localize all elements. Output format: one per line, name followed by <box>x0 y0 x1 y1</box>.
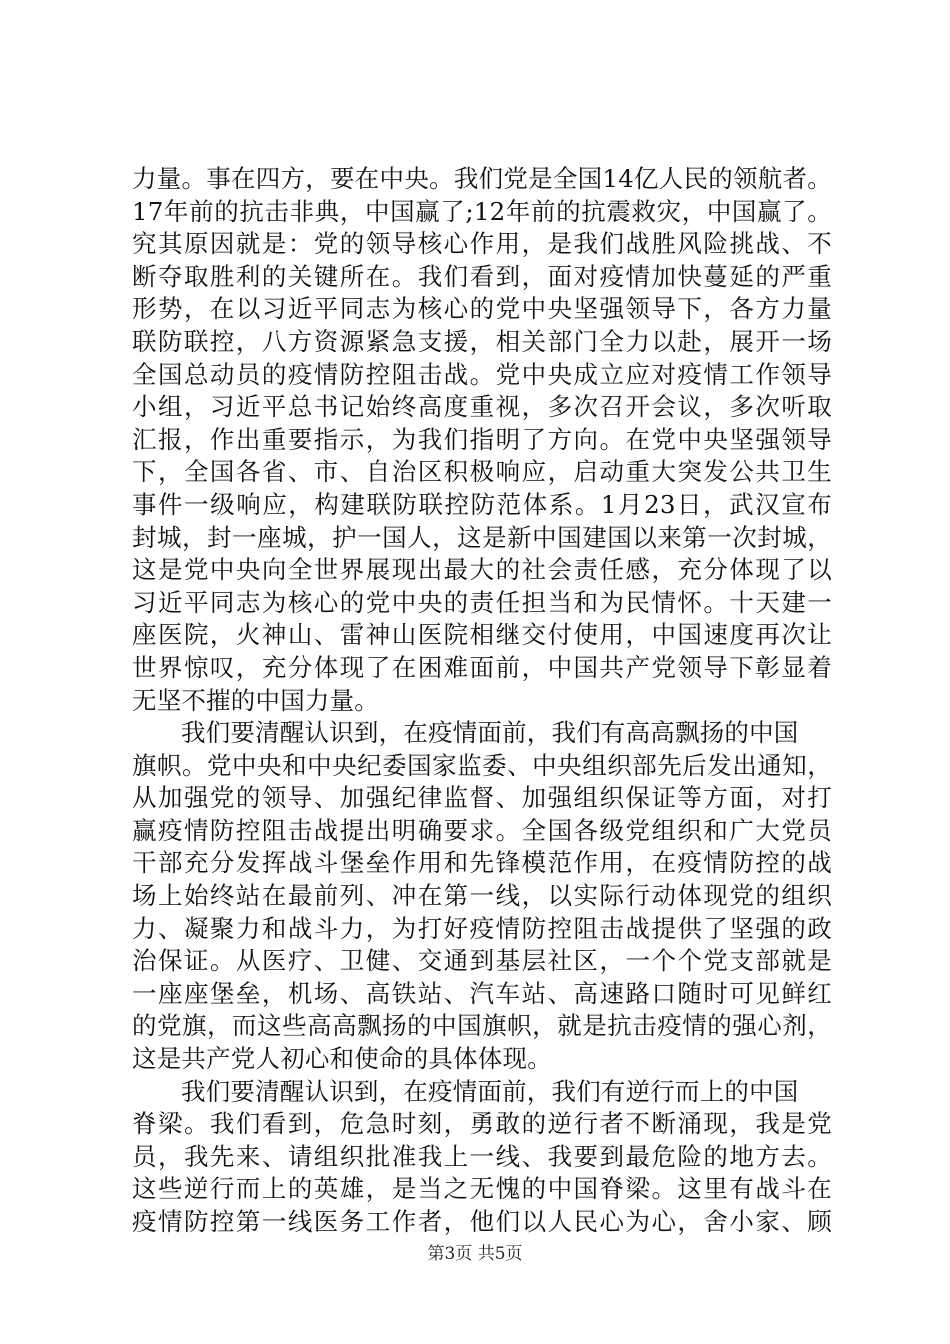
text-line: 封城，封一座城，护一国人，这是新中国建国以来第一次封城， <box>132 522 832 552</box>
text-line: 赢疫情防控阻击战提出明确要求。全国各级党组织和广大党员 <box>132 815 832 845</box>
text-line: 全国总动员的疫情防控阻击战。党中央成立应对疫情工作领导 <box>132 359 832 389</box>
text-line: 汇报，作出重要指示，为我们指明了方向。在党中央坚强领导 <box>132 424 832 454</box>
text-line: 干部充分发挥战斗堡垒作用和先锋模范作用，在疫情防控的战 <box>132 848 832 878</box>
text-line: 这些逆行而上的英雄，是当之无愧的中国脊梁。这里有战斗在 <box>132 1174 832 1204</box>
text-line: 旗帜。党中央和中央纪委国家监委、中央组织部先后发出通知， <box>132 750 832 780</box>
text-line: 事件一级响应，构建联防联控防范体系。1月23日，武汉宣布 <box>132 489 832 519</box>
text-line: 力量。事在四方，要在中央。我们党是全国14亿人民的领航者。 <box>132 164 832 193</box>
text-line: 这是党中央向全世界展现出最大的社会责任感，充分体现了以 <box>132 555 832 585</box>
text-line: 座医院，火神山、雷神山医院相继交付使用，中国速度再次让 <box>132 620 832 650</box>
text-line: 我们要清醒认识到，在疫情面前，我们有高高飘扬的中国 <box>181 718 799 748</box>
text-line: 断夺取胜利的关键所在。我们看到，面对疫情加快蔓延的严重 <box>132 261 832 291</box>
text-line: 的党旗，而这些高高飘扬的中国旗帜，就是抗击疫情的强心剂， <box>132 1011 832 1041</box>
text-line: 世界惊叹，充分体现了在困难面前，中国共产党领导下彰显着 <box>132 652 832 682</box>
text-line: 员，我先来、请组织批准我上一线、我要到最危险的地方去。 <box>132 1141 832 1171</box>
text-line: 这是共产党人初心和使命的具体体现。 <box>132 1044 552 1074</box>
body-text <box>132 163 832 1239</box>
text-line: 脊梁。我们看到，危急时刻，勇敢的逆行者不断涌现，我是党 <box>132 1109 832 1139</box>
text-line: 疫情防控第一线医务工作者，他们以人民心为心，舍小家、顾 <box>132 1207 832 1236</box>
text-line: 究其原因就是：党的领导核心作用，是我们战胜风险挑战、不 <box>132 229 832 259</box>
text-line: 场上始终站在最前列、冲在第一线，以实际行动体现党的组织 <box>132 881 832 911</box>
text-line: 从加强党的领导、加强纪律监督、加强组织保证等方面，对打 <box>132 783 832 813</box>
text-line: 习近平同志为核心的党中央的责任担当和为民情怀。十天建一 <box>132 587 832 617</box>
text-line: 形势，在以习近平同志为核心的党中央坚强领导下，各方力量 <box>132 294 832 324</box>
text-line: 17年前的抗击非典，中国赢了;12年前的抗震救灾，中国赢了。 <box>132 196 832 226</box>
text-line: 联防联控，八方资源紧急支援，相关部门全力以赴，展开一场 <box>132 326 832 356</box>
text-line: 无坚不摧的中国力量。 <box>132 685 379 715</box>
text-line: 小组，习近平总书记始终高度重视，多次召开会议，多次听取 <box>132 392 832 422</box>
text-line: 下，全国各省、市、自治区积极响应，启动重大突发公共卫生 <box>132 457 832 487</box>
text-line: 我们要清醒认识到，在疫情面前，我们有逆行而上的中国 <box>181 1076 799 1106</box>
text-line: 治保证。从医疗、卫健、交通到基层社区，一个个党支部就是 <box>132 946 832 976</box>
text-line: 一座座堡垒，机场、高铁站、汽车站、高速路口随时可见鲜红 <box>132 978 832 1008</box>
page-number-footer: 第3页 共5页 <box>427 1244 523 1264</box>
text-line: 力、凝聚力和战斗力，为打好疫情防控阻击战提供了坚强的政 <box>132 913 832 943</box>
